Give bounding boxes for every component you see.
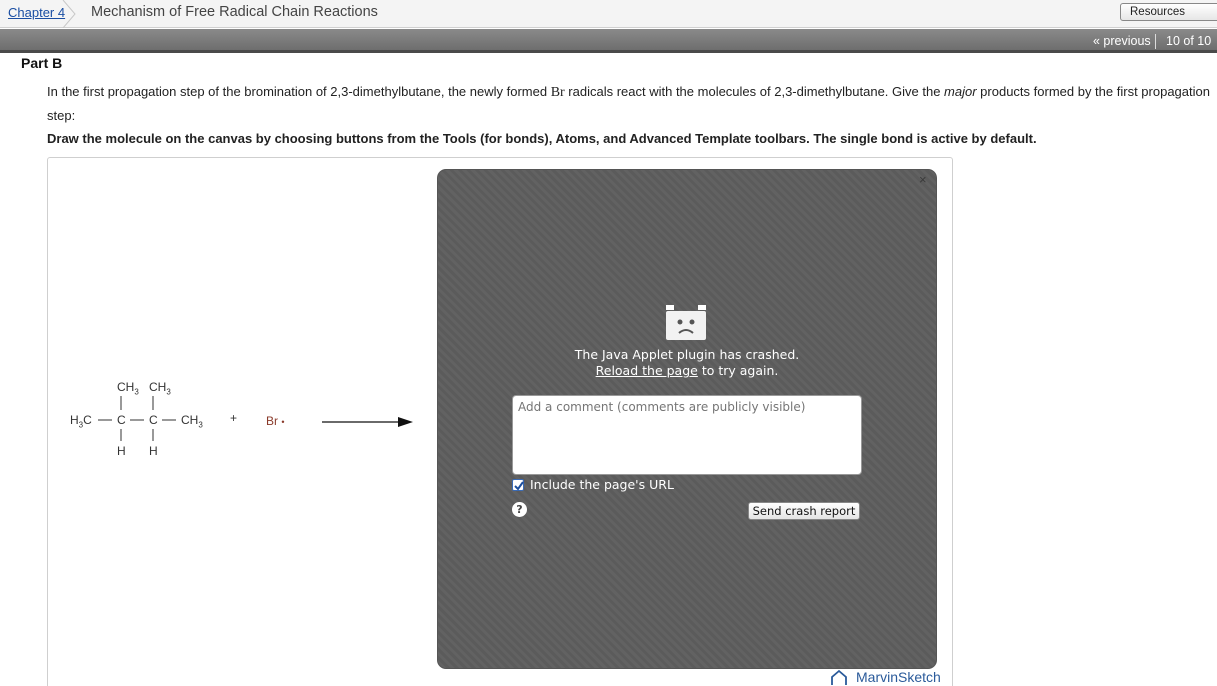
include-url-label: Include the page's URL	[530, 477, 674, 492]
crash-message	[437, 347, 937, 379]
plus-sign: +	[230, 411, 238, 425]
carbon-3: C	[149, 413, 158, 427]
bond-lines	[0, 0, 420, 470]
hydrogen-right: H	[149, 444, 158, 458]
close-icon[interactable]: ×	[919, 172, 927, 187]
carbon-2: C	[117, 413, 126, 427]
question-middle: radicals react with the molecules of 2,3-dimethylbutane. Give the	[564, 84, 945, 99]
include-url-checkbox[interactable]	[512, 479, 524, 491]
crash-message-line1: The Java Applet plugin has crashed.	[574, 347, 800, 362]
marvinsketch-label: MarvinSketch	[856, 669, 941, 685]
question-emphasis: major	[944, 84, 977, 99]
bromine-radical: Br •	[266, 414, 285, 428]
marvin-logo-icon	[830, 669, 850, 686]
chapter-link[interactable]: Chapter 4	[8, 5, 66, 20]
resources-label: Resources	[1130, 6, 1185, 18]
page-counter: 10 of 10	[1166, 34, 1212, 48]
page-title: Mechanism of Free Radical Chain Reactions	[91, 4, 378, 20]
previous-link[interactable]: « previous	[1093, 34, 1151, 48]
question-before: In the first propagation step of the bromination of 2,3-dimethylbutane, the newly formed	[47, 84, 551, 99]
methyl-group-right: $CH_3$	[149, 380, 171, 397]
crash-message-line2	[437, 363, 937, 379]
methyl-group-left: $CH_3$	[117, 380, 139, 397]
hydrogen-left: H	[117, 444, 126, 458]
help-icon[interactable]: ?	[512, 502, 527, 517]
question-radical: Br	[550, 85, 565, 100]
resources-button[interactable]	[1120, 3, 1217, 21]
crash-comment-input[interactable]	[512, 395, 862, 475]
checkmark-icon	[513, 480, 525, 492]
instructions: Draw the molecule on the canvas by choosing buttons from the Tools (for bonds), Atoms, and Advanced Template toolbars. The single bond is active by default.	[47, 131, 1037, 146]
broken-plugin-icon	[665, 305, 707, 341]
methyl-group-chain: $CH_3$	[181, 413, 203, 430]
reload-link[interactable]: Reload the page	[595, 363, 698, 378]
methyl-group-terminal: $H_3C$	[70, 413, 92, 430]
nav-divider	[1155, 34, 1156, 49]
part-title: Part B	[21, 55, 63, 71]
crash-message-suffix: to try again.	[697, 363, 779, 378]
question-after: products formed by the first propagation step:	[47, 84, 1210, 123]
reaction-arrow-icon	[320, 414, 415, 430]
send-crash-report-button[interactable]: Send crash report	[748, 502, 860, 520]
